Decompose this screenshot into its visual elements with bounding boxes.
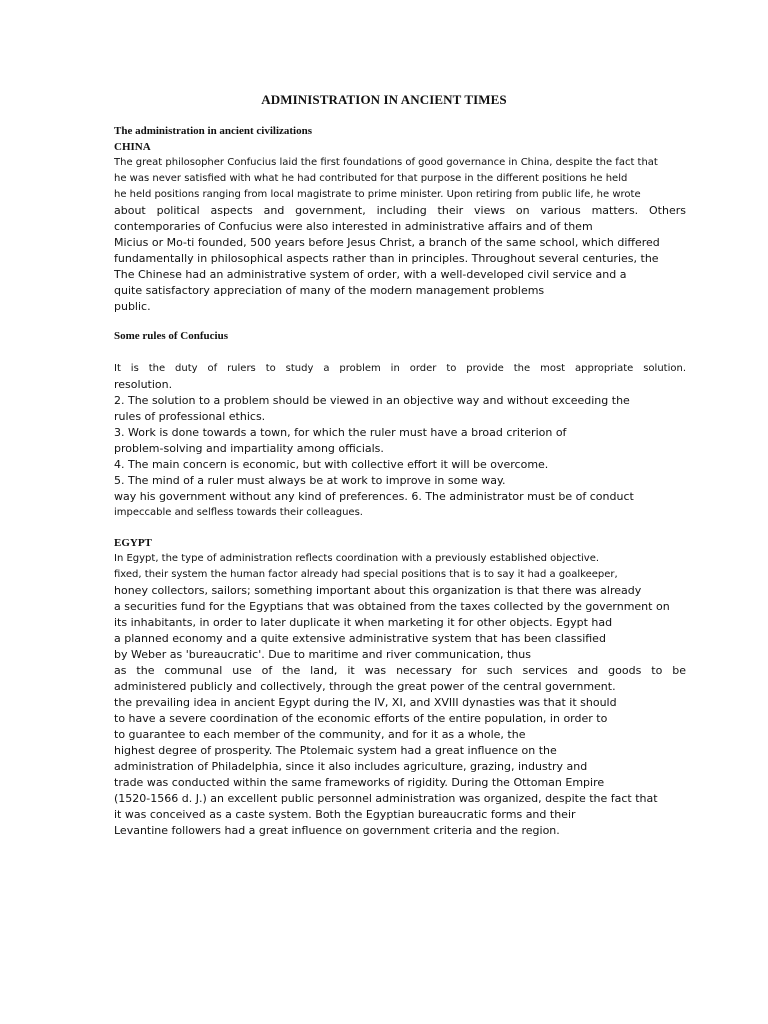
china-line: he held positions ranging from local magistrate to prime minister. Upon retiring from public life, he wrote — [114, 189, 641, 200]
china-heading: CHINA — [114, 141, 151, 153]
egypt-line: highest degree of prosperity. The Ptolemaic system had a great influence on the — [114, 744, 557, 757]
egypt-line: In Egypt, the type of administration reflects coordination with a previously established objective. — [114, 553, 600, 564]
rule-line: 5. The mind of a ruler must always be at work to improve in some way. — [114, 474, 506, 487]
china-line: contemporaries of Confucius were also interested in administrative affairs and of them — [114, 220, 593, 233]
egypt-line: Levantine followers had a great influence on government criteria and the region. — [114, 824, 560, 837]
egypt-heading: EGYPT — [114, 537, 152, 549]
rule-line: rules of professional ethics. — [114, 410, 266, 423]
china-line: fundamentally in philosophical aspects rather than in principles. Throughout several centuries, the — [114, 252, 659, 265]
rules-heading-block — [114, 328, 686, 344]
rules-section — [114, 361, 686, 521]
china-line: about political aspects and government, including their views on various matters. Others — [114, 204, 686, 217]
rule-line: problem-solving and impartiality among officials. — [114, 442, 384, 455]
egypt-line: a securities fund for the Egyptians that was obtained from the taxes collected by the government on — [114, 600, 670, 613]
egypt-line: by Weber as 'bureaucratic'. Due to maritime and river communication, thus — [114, 648, 531, 661]
rules-heading: Some rules of Confucius — [114, 330, 228, 342]
rule-line: impeccable and selfless towards their colleagues. — [114, 507, 363, 518]
egypt-line: administered publicly and collectively, through the great power of the central government. — [114, 680, 616, 693]
china-line: The Chinese had an administrative system of order, with a well-developed civil service and a — [114, 268, 627, 281]
intro-heading: The administration in ancient civilizations — [114, 125, 313, 137]
rule-line: 3. Work is done towards a town, for which the ruler must have a broad criterion of — [114, 426, 567, 439]
rule-line: way his government without any kind of preferences. 6. The administrator must be of conduct — [114, 490, 634, 503]
egypt-line: as the communal use of the land, it was necessary for such services and goods to be — [114, 664, 686, 677]
egypt-line: its inhabitants, in order to later duplicate it when marketing it for other objects. Egypt had — [114, 616, 613, 629]
china-line: The great philosopher Confucius laid the first foundations of good governance in China, despite the fact that — [114, 157, 658, 168]
rule-line: It is the duty of rulers to study a problem in order to provide the most appropriate solution. — [114, 363, 686, 374]
egypt-line: (1520-1566 d. J.) an excellent public personnel administration was organized, despite the fact that — [114, 792, 658, 805]
rule-line: 4. The main concern is economic, but with collective effort it will be overcome. — [114, 458, 549, 471]
egypt-line: honey collectors, sailors; something important about this organization is that there was already — [114, 584, 642, 597]
rule-line: resolution. — [114, 378, 173, 391]
egypt-line: to guarantee to each member of the community, and for it as a whole, the — [114, 728, 526, 741]
egypt-line: it was conceived as a caste system. Both the Egyptian bureaucratic forms and their — [114, 808, 576, 821]
china-section — [114, 123, 686, 315]
china-line: he was never satisfied with what he had contributed for that purpose in the different positions he held — [114, 173, 628, 184]
egypt-line: a planned economy and a quite extensive administrative system that has been classified — [114, 632, 606, 645]
document-title: ADMINISTRATION IN ANCIENT TIMES — [261, 92, 507, 107]
egypt-line: the prevailing idea in ancient Egypt during the IV, XI, and XVIII dynasties was that it should — [114, 696, 617, 709]
china-line: public. — [114, 300, 151, 313]
egypt-line: fixed, their system the human factor already had special positions that is to say it had a goalkeeper, — [114, 569, 618, 580]
egypt-line: administration of Philadelphia, since it also includes agriculture, grazing, industry and — [114, 760, 588, 773]
rule-line: 2. The solution to a problem should be viewed in an objective way and without exceeding the — [114, 394, 630, 407]
china-line: Micius or Mo-ti founded, 500 years before Jesus Christ, a branch of the same school, which differed — [114, 236, 660, 249]
egypt-section — [114, 535, 686, 839]
egypt-line: trade was conducted within the same frameworks of rigidity. During the Ottoman Empire — [114, 776, 605, 789]
egypt-line: to have a severe coordination of the economic efforts of the entire population, in order to — [114, 712, 608, 725]
china-line: quite satisfactory appreciation of many of the modern management problems — [114, 284, 545, 297]
